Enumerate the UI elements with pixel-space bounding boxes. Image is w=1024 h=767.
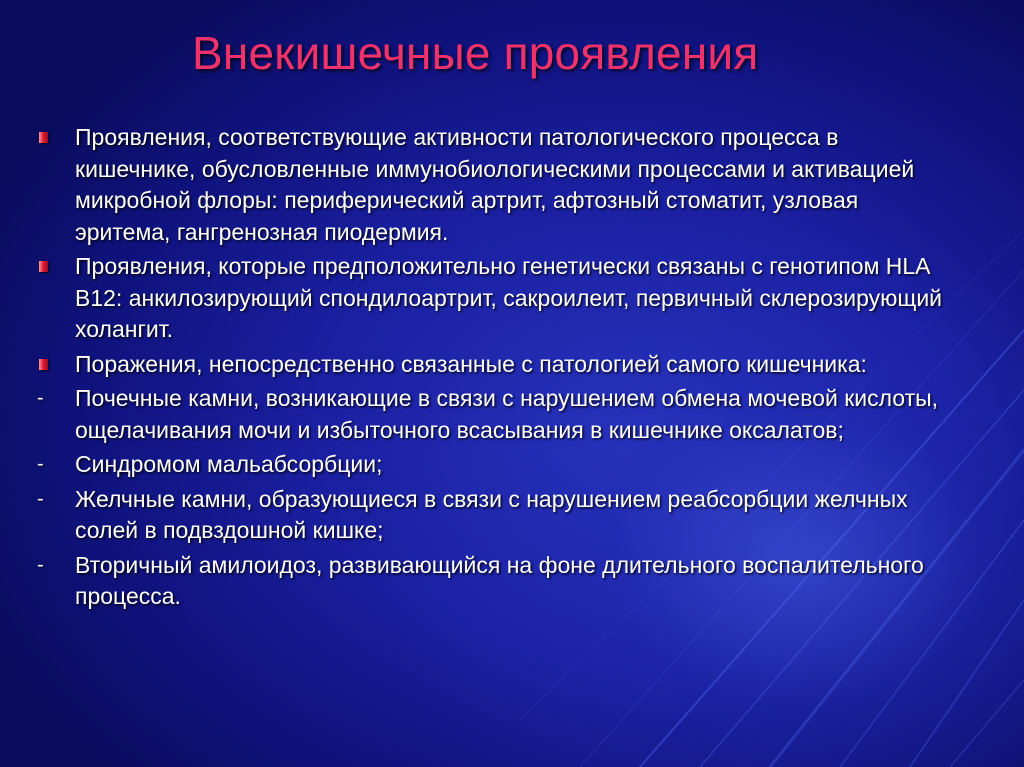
list-item — [0, 383, 955, 446]
list-item-text: Поражения, непосредственно связанные с патологией самого кишечника: — [75, 350, 867, 377]
list-item-text: Вторичный амилоидоз, развивающийся на фоне длительного воспалительного процесса. — [75, 551, 924, 609]
list-item — [0, 550, 955, 613]
list-item — [0, 349, 955, 381]
list-item — [0, 122, 955, 248]
square-bullet-icon — [39, 261, 48, 272]
list-item — [0, 484, 955, 547]
square-bullet-icon — [39, 359, 48, 370]
square-bullet-icon — [39, 132, 48, 143]
dash-bullet: - — [37, 487, 44, 510]
list-item — [0, 251, 955, 346]
dash-bullet: - — [37, 553, 44, 576]
list-item-text: Проявления, соответствующие активности патологического процесса в кишечнике, обусловленные иммунобиологическими процессами и активацией микробной флоры: периферический артрит, афтозный стоматит, узловая эритема, гангренозная пиодермия. — [75, 124, 915, 245]
list-item-text: Проявления, которые предположительно генетически связаны с генотипом HLA B12: анкилозирующий спондилоартрит, сакроилеит, первичный склерозирующий холангит. — [75, 253, 943, 342]
list-item-text: Синдромом мальабсорбции; — [75, 451, 383, 477]
slide-title: Внекишечные проявления — [192, 27, 759, 79]
dash-bullet: - — [37, 387, 44, 409]
content-list — [0, 122, 1024, 616]
list-item-text: Почечные камни, возникающие в связи с нарушением обмена мочевой кислоты, ощелачивания мочи и избыточного всасывания в кишечнике оксалатов; — [75, 385, 939, 443]
dash-bullet: - — [37, 453, 44, 475]
list-item — [0, 449, 955, 481]
list-item-text: Желчные камни, образующиеся в связи с нарушением реабсорбции желчных солей в подвздошной кишке; — [75, 485, 908, 543]
